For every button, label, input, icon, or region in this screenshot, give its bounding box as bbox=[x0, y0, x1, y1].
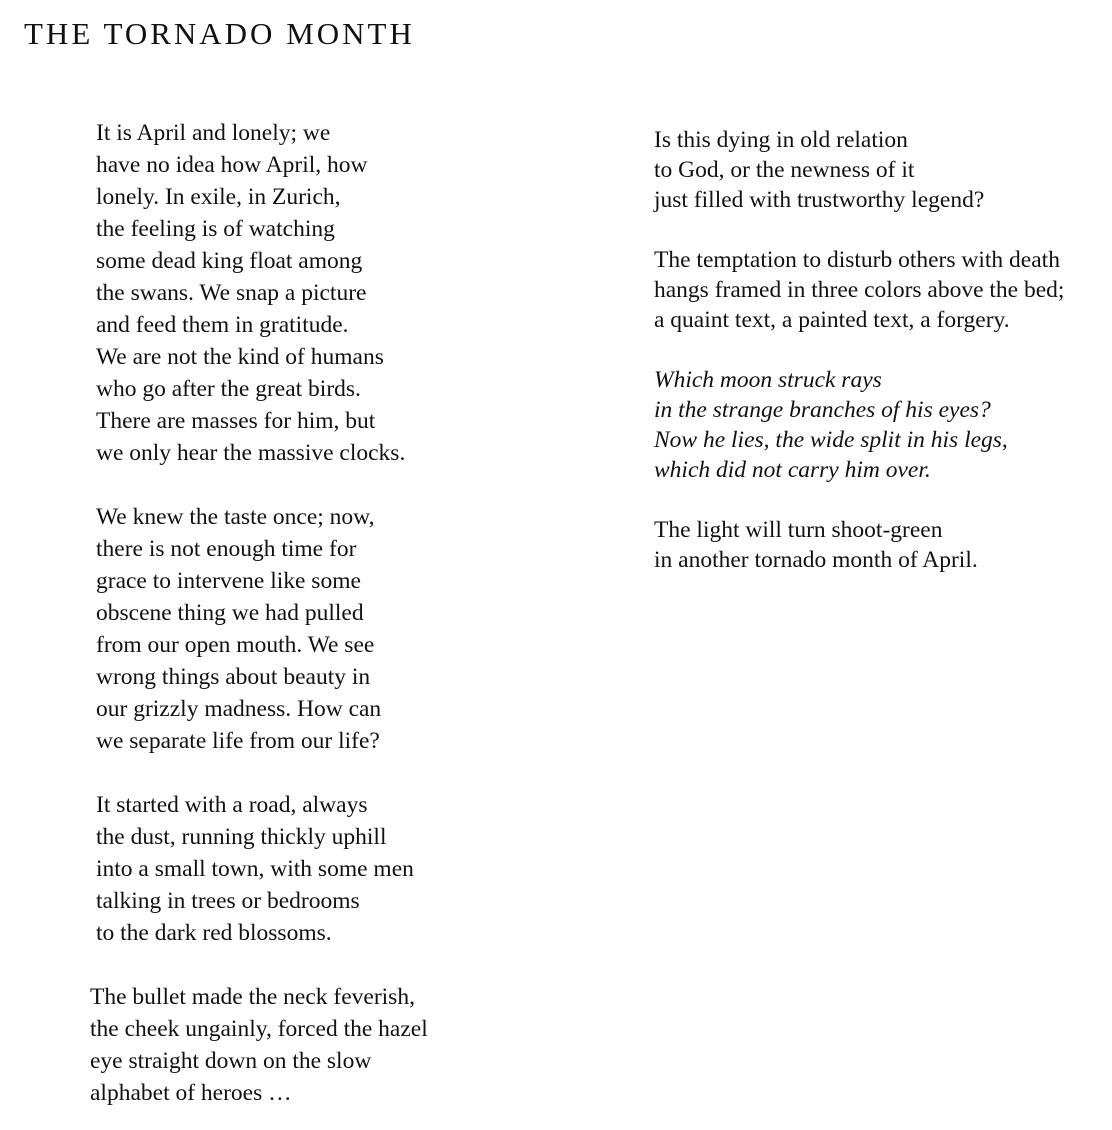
poem-line: and feed them in gratitude. bbox=[96, 312, 349, 338]
poem-line: to God, or the newness of it bbox=[654, 157, 915, 183]
stanza-4 bbox=[90, 981, 428, 1109]
stanza-2 bbox=[96, 501, 428, 757]
poem-line: who go after the great birds. bbox=[96, 376, 361, 402]
poem-line: in the strange branches of his eyes? bbox=[654, 397, 991, 423]
poem-line: It started with a road, always bbox=[96, 792, 368, 818]
poem-line: a quaint text, a painted text, a forgery. bbox=[654, 307, 1010, 333]
poem-title: THE TORNADO MONTH bbox=[24, 16, 415, 51]
poem-line: our grizzly madness. How can bbox=[96, 696, 382, 722]
poem-line: there is not enough time for bbox=[96, 536, 357, 562]
poem-line: There are masses for him, but bbox=[96, 408, 376, 434]
poem-line: from our open mouth. We see bbox=[96, 632, 375, 658]
poem-line: We are not the kind of humans bbox=[96, 344, 384, 370]
poem-line: Is this dying in old relation bbox=[654, 127, 908, 153]
poem-line: some dead king float among bbox=[96, 248, 363, 274]
poem-line: obscene thing we had pulled bbox=[96, 600, 364, 626]
stanza-1 bbox=[96, 117, 428, 469]
poem-left-column bbox=[90, 117, 428, 1109]
stanza-8 bbox=[654, 515, 1064, 575]
poem-line: which did not carry him over. bbox=[654, 457, 931, 483]
poem-line: just filled with trustworthy legend? bbox=[654, 187, 985, 213]
poem-line: The temptation to disturb others with death bbox=[654, 247, 1060, 273]
stanza-6 bbox=[654, 245, 1064, 335]
poem-line: wrong things about beauty in bbox=[96, 664, 371, 690]
poem-line: the swans. We snap a picture bbox=[96, 280, 367, 306]
poem-line: The bullet made the neck feverish, bbox=[90, 984, 415, 1010]
poem-line: hangs framed in three colors above the bed; bbox=[654, 277, 1065, 303]
poem-line: It is April and lonely; we bbox=[96, 120, 331, 146]
poem-line: the cheek ungainly, forced the hazel bbox=[90, 1016, 428, 1042]
poem-line: The light will turn shoot-green bbox=[654, 517, 943, 543]
poem-line: Which moon struck rays bbox=[654, 367, 882, 393]
poem-line: talking in trees or bedrooms bbox=[96, 888, 360, 914]
poem-line: the feeling is of watching bbox=[96, 216, 335, 242]
stanza-7-italic bbox=[654, 365, 1064, 485]
poem-line: we separate life from our life? bbox=[96, 728, 380, 754]
poem-line: We knew the taste once; now, bbox=[96, 504, 375, 530]
poem-line: lonely. In exile, in Zurich, bbox=[96, 184, 341, 210]
poem-line: we only hear the massive clocks. bbox=[96, 440, 406, 466]
poem-line: the dust, running thickly uphill bbox=[96, 824, 387, 850]
poem-line: grace to intervene like some bbox=[96, 568, 361, 594]
poem-right-column bbox=[654, 125, 1064, 575]
poem-line: in another tornado month of April. bbox=[654, 547, 978, 573]
stanza-5 bbox=[654, 125, 1064, 215]
poem-line: into a small town, with some men bbox=[96, 856, 414, 882]
poem-line: eye straight down on the slow bbox=[90, 1048, 372, 1074]
poem-line: to the dark red blossoms. bbox=[96, 920, 332, 946]
poem-line: alphabet of heroes … bbox=[90, 1080, 292, 1106]
poem-line: Now he lies, the wide split in his legs, bbox=[654, 427, 1008, 453]
stanza-3 bbox=[96, 789, 428, 949]
poem-line: have no idea how April, how bbox=[96, 152, 368, 178]
